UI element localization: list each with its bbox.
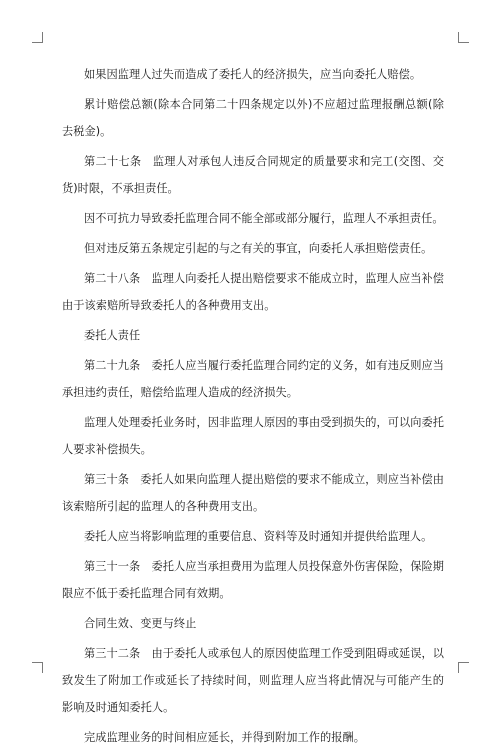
paragraph: 如果因监理人过失而造成了委托人的经济损失，应当向委托人赔偿。: [84, 68, 422, 81]
paragraph: 第三十条 委托人如果向监理人提出赔偿的要求不能成立，则应当补偿由该索赔所引起的监理人的各种费用支出。: [62, 473, 444, 513]
paragraph: 因不可抗力导致委托监理合同不能全部或部分履行，监理人不承担责任。: [84, 212, 444, 225]
paragraph: 但对违反第五条规定引起的与之有关的事宜，向委托人承担赔偿责任。: [84, 242, 433, 255]
crop-mark-top-left: [32, 32, 43, 43]
crop-mark-bottom-left: [32, 662, 43, 673]
paragraph: 累计赔偿总额(除本合同第二十四条规定以外)不应超过监理报酬总额(除去税金)。: [62, 98, 444, 138]
paragraph: 监理人处理委托业务时，因非监理人原因的事由受到损失的，可以向委托人要求补偿损失。: [62, 416, 444, 456]
section-heading: 委托人责任: [84, 329, 141, 342]
paragraph: 完成监理业务的时间相应延长，并得到附加工作的报酬。: [84, 731, 365, 744]
document-body: [62, 61, 444, 754]
paragraph: 第三十一条 委托人应当承担费用为监理人员投保意外伤害保险，保险期限应不低于委托监理合同有效期。: [62, 560, 444, 600]
paragraph: 委托人应当将影响监理的重要信息、资料等及时通知并提供给监理人。: [84, 530, 433, 543]
paragraph: 第三十二条 由于委托人或承包人的原因使监理工作受到阻碍或延误，以致发生了附加工作或延长了持续时间，则监理人应当将此情况与可能产生的影响及时通知委托人。: [62, 647, 444, 714]
section-heading: 合同生效、变更与终止: [84, 617, 197, 630]
crop-mark-top-right: [458, 32, 469, 43]
paragraph: 第二十九条 委托人应当履行委托监理合同约定的义务，如有违反则应当承担违约责任，赔偿给监理人造成的经济损失。: [62, 359, 444, 399]
crop-mark-bottom-right: [458, 662, 469, 673]
paragraph: 第二十七条 监理人对承包人违反合同规定的质量要求和完工(交图、交货)时限，不承担责任。: [62, 155, 444, 195]
paragraph: 第二十八条 监理人向委托人提出赔偿要求不能成立时，监理人应当补偿由于该索赔所导致委托人的各种费用支出。: [62, 272, 444, 312]
